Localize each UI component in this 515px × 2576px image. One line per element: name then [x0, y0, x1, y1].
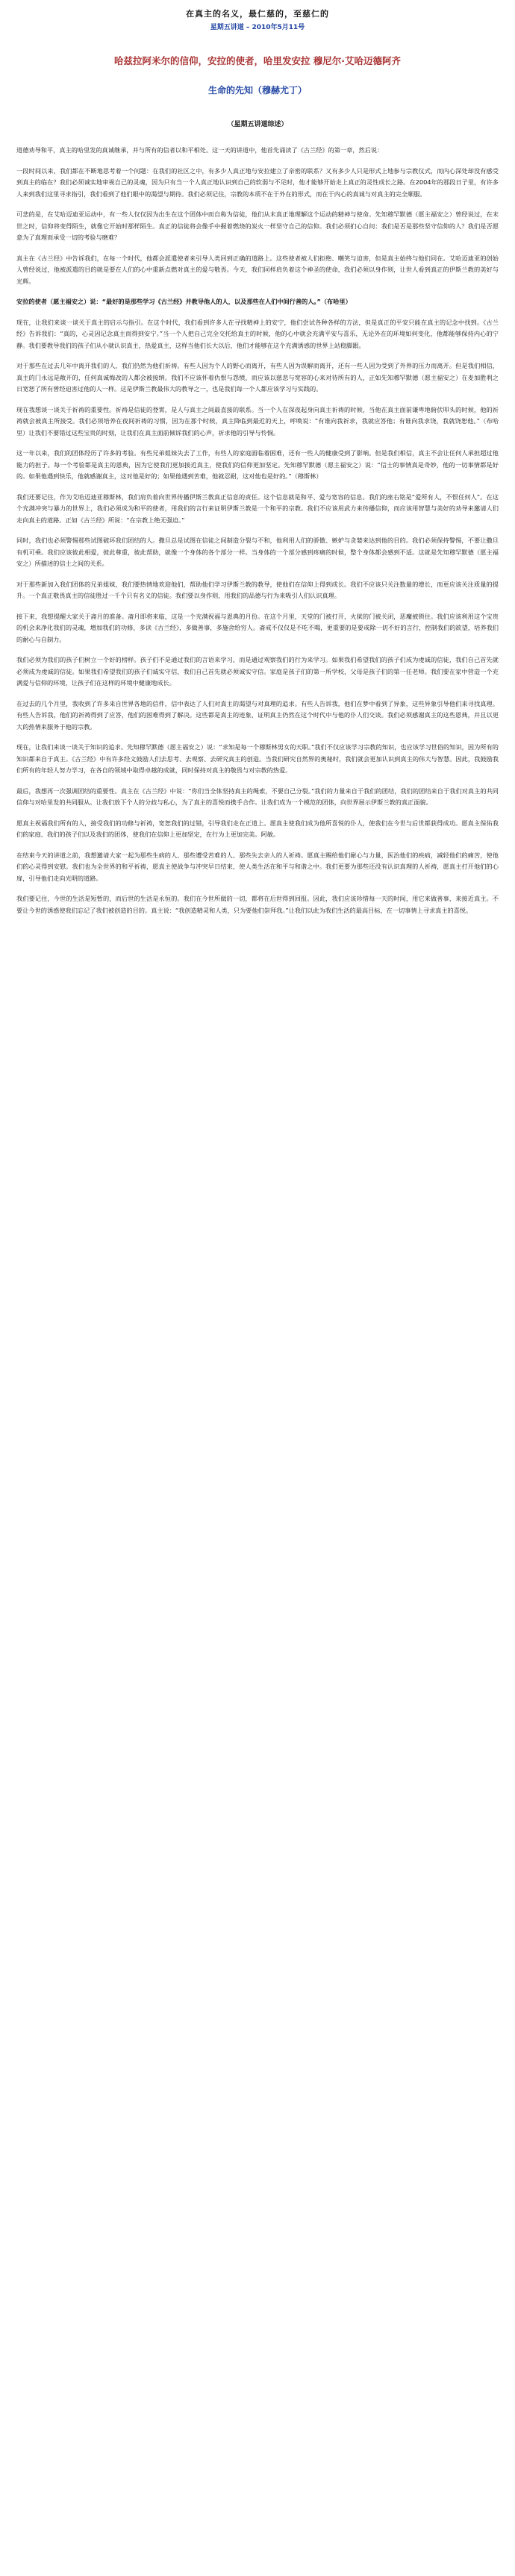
basmala-header: 在真主的名义，最仁慈的，至慈仁的	[186, 9, 329, 19]
paragraph: 同时，我们也必须警惕那些试图破坏我们团结的人。撒旦总是试图在信徒之间制造分裂与不和，他利用人们的骄傲、嫉妒与贪婪来达到他的目的。我们必须保持警惕，不要让撒旦有机可乘。我们应该彼此相爱，彼此尊重，彼此帮助，就像一个身体的各个部分一样。当身体的一个部分感到疼痛的时候，整个身体都会感到不适。这就是先知穆罕默德（愿主福安之）所描述的信士之间的关系。	[16, 537, 499, 567]
paragraph: 这一年以来，我们的团体经历了许多的考验。有些兄弟姐妹失去了工作，有些人的家庭面临着困难，还有一些人的健康受到了影响。但是我们相信，真主不会让任何人承担超过他能力的担子。每一个考验都是真主的恩典，因为它使我们更加接近真主，使我们的信仰更加坚定。先知穆罕默德（愿主福安之）说：“信士的事情真是奇妙，他的一切事情都是好的。如果他遇到快乐，他就感谢真主，这对他是好的；如果他遇到苦难，他就忍耐，这对他也是好的。”（穆斯林）	[16, 449, 499, 480]
paragraph: 对于那些在过去几年中离开我们的人，我们仍然为他们祈祷。有些人因为个人的野心而离开，有些人因为误解而离开，还有一些人因为受到了外界的压力而离开。但是我们相信，真主的门永远是敞开的，任何真诚悔改的人都会被接纳。我们不应该怀着仇恨与怨愤，而应该以慈悲与宽容的心来对待所有的人，正如先知穆罕默德（愿主福安之）在麦加胜利之日宽恕了所有曾经迫害过他的人一样。这是伊斯兰教最伟大的教导之一，也是我们每一个人都应该学习与实践的。	[16, 362, 499, 393]
paragraph: 道德劝导和平，真主的哈里发的真诚继承，并与所有的信者以和平相处。这一天的讲道中，他首先诵读了《古兰经》的第一章，然后说：	[16, 146, 384, 154]
paragraph: 现在，让我们来谈一谈关于知识的追求。先知穆罕默德（愿主福安之）说：“求知是每一个穆斯林男女的天职。”我们不仅应该学习宗教的知识，也应该学习世俗的知识，因为所有的知识都来自于真主。《古兰经》中有许多经文鼓励人们去思考、去观察、去研究真主的创造。当我们研究自然界的奥秘时，我们就会更加认识到真主的伟大与智慧。因此，我鼓励我们所有的年轻人努力学习，在各自的领域中取得卓越的成就，同时保持对真主的敬畏与对宗教的热爱。	[16, 743, 499, 774]
paragraph: 在结束今天的讲道之前，我想邀请大家一起为那些生病的人、那些遭受苦难的人、那些失去亲人的人祈祷。愿真主赐给他们耐心与力量，医治他们的疾病，减轻他们的痛苦，使他们的心灵得到安慰。我们也为全世界的和平祈祷，愿真主使战争与冲突早日结束，使人类生活在和平与和谐之中。我们更要为那些还没有认识真理的人祈祷，愿真主打开他们的心扉，引导他们走向光明的道路。	[16, 851, 499, 882]
paragraph: 现在我想谈一谈关于祈祷的重要性。祈祷是信徒的登霄，是人与真主之间最直接的联系。当一个人在深夜起身向真主祈祷的时候，当他在真主面前谦卑地俯伏叩头的时候，他的祈祷就会被真主所接受。我们必须培养在夜间祈祷的习惯，因为在那个时候，真主降临到最近的天上，呼唤说：“有谁向我祈求，我就应答他；有谁向我求饶，我就饶恕他。”（布哈里）让我们不要错过这些宝贵的时刻，让我们在真主面前倾诉我们的心声，祈求他的引导与怜悯。	[16, 405, 499, 437]
page-subtitle: 生命的先知（穆赫尤丁）	[207, 85, 307, 96]
paragraph: 在过去的几个月里，我收到了许多来自世界各地的信件，信中表达了人们对真主的渴望与对真理的追求。有些人告诉我，他们在梦中看到了异象，这些异象引导他们来寻找真理。有些人告诉我，他们的祈祷得到了应答，他们的困难得到了解决。这些都是真主的迹象，证明真主仍然在这个时代中与他的仆人们交谈。我们必须感谢真主的这些恩典，并且以更大的热情来服务于他的宗教。	[16, 699, 499, 731]
sermon-page	[0, 0, 515, 940]
paragraph: 我们要记住，今世的生活是短暂的，而后世的生活是永恒的。我们在今世所做的一切，都将在后世得到回报。因此，我们应该珍惜每一天的时间，用它来做善事，来接近真主。不要让今世的诱惑使我们忘记了我们被创造的目的。真主说：“我创造精灵和人类，只为要他们崇拜我。”让我们以此为我们生活的最高目标，在一切事情上寻求真主的喜悦。	[16, 895, 499, 914]
paragraph: 我们还要记住，作为艾哈迈迪亚穆斯林，我们肩负着向世界传播伊斯兰教真正信息的责任。这个信息就是和平、爱与宽容的信息。我们的座右铭是“爱所有人，不恨任何人”。在这个充满冲突与暴力的世界上，我们必须成为和平的使者，用我们的言行来证明伊斯兰教是一个和平的宗教。我们不应该用武力来传播信仰，而应该用智慧与美好的劝导来邀请人们走向真主的道路。正如《古兰经》所说：“在宗教上绝无强迫。”	[16, 493, 499, 524]
paragraph: 可悲的是，在艾哈迈迪亚运动中，有一些人仅仅因为出生在这个团体中而自称为信徒，他们从未真正地理解这个运动的精神与使命。先知穆罕默德（愿主福安之）曾经说过，在末世之时，信仰将变得陌生，就像它开始时那样陌生。真正的信徒将会像手中握着燃烧的炭火一样坚守自己的信仰。我们必须扪心自问：我们是否是那些坚守信仰的人？我们是否愿意为了真理而承受一切的考验与磨难？	[16, 210, 499, 241]
paragraph: 接下来，我想提醒大家关于斋月的准备。斋月即将来临，这是一个充满祝福与恩典的月份。在这个月里，天堂的门被打开，火狱的门被关闭，恶魔被锁住。我们应该利用这个宝贵的机会来净化我们的灵魂，增加我们的功修，多读《古兰经》，多做善事，多施舍给穷人。斋戒不仅仅是不吃不喝，更重要的是要戒除一切不好的言行，控制我们的欲望，培养我们的耐心与自制力。	[16, 612, 499, 643]
paragraph: 一段时间以来，我们都在不断地思考着一个问题：在我们的社区之中，有多少人真正地与安拉建立了亲密的联系？又有多少人只是形式上地参与宗教仪式，而内心深处却没有感受到真主的临在？我们必须诚实地审视自己的灵魂，因为只有当一个人真正地认识到自己的软弱与不足时，他才能够开始走上真正的灵性成长之路。在2004年的那段日子里，有许多人来到我们这里寻求指引，我们看到了他们眼中的渴望与期待。我们必须记住，宗教的本质不在于外在的形式，而在于内心的真诚与对真主的完全顺服。	[16, 166, 499, 198]
paragraph: 最后，我想再一次强调团结的重要性。真主在《古兰经》中说：“你们当全体坚持真主的绳索，不要自己分裂。”我们的力量来自于我们的团结，我们的团结来自于我们对真主的共同信仰与对哈里发的共同服从。让我们放下个人的分歧与私心，为了真主的喜悦而携手合作。让我们成为一个模范的团体，向世界展示伊斯兰教的真正面貌。	[16, 787, 499, 806]
paragraph: 现在，让我们来谈一谈关于真主的启示与指引。在这个时代，我们看到许多人在寻找精神上的安宁，他们尝试各种各样的方法，但是真正的平安只能在真主的记念中找到。《古兰经》告诉我们：“真的，心灵因记念真主而得到安宁。”当一个人把自己完全交托给真主的时候，他的心中就会充满平安与喜乐，无论外在的环境如何变化，他都能够保持内心的宁静。我们要教导我们的孩子们从小就认识真主，热爱真主，这样当他们长大以后，他们才能够在这个充满诱惑的世界上站稳脚跟。	[16, 318, 499, 349]
paragraph: 对于那些新加入我们团体的兄弟姐妹，我们要热情地欢迎他们，帮助他们学习伊斯兰教的教导，使他们在信仰上得到成长。我们不应该只关注数量的增长，而更应该关注质量的提升。一个真正敬畏真主的信徒胜过一千个只有名义的信徒。我们要以身作则，用我们的品德与行为来吸引人们认识真理。	[16, 580, 499, 599]
publication-info: 星期五讲道 – 2010年5月11号	[210, 24, 305, 31]
sermon-source-note: （星期五讲道综述）	[227, 121, 288, 128]
page-title: 哈兹拉阿米尔的信仰，安拉的使者，哈里发安拉 穆尼尔·艾哈迈德阿齐	[113, 55, 402, 66]
paragraph: 真主在《古兰经》中告诉我们，在每一个时代，他都会派遣使者来引导人类回到正确的道路上。这些使者被人们拒绝、嘲笑与迫害，但是真主始终与他们同在。艾哈迈迪亚的创始人曾经说过，他被派遣的目的就是要在人们的心中重新点燃对真主的爱与敬畏。今天，我们同样肩负着这个神圣的使命，我们必须以身作则，让世人看到真正的伊斯兰教的美好与光辉。	[16, 254, 499, 285]
paragraph: 我们必须为我们的孩子们树立一个好的榜样。孩子们不是通过我们的言语来学习，而是通过观察我们的行为来学习。如果我们希望我们的孩子们成为虔诚的信徒，我们自己首先就必须成为虔诚的信徒。如果我们希望我们的孩子们诚实守信，我们自己首先就必须诚实守信。家庭是孩子们的第一所学校，父母是孩子们的第一任老师。我们要在家中营造一个充满爱与信仰的环境，让孩子们在这样的环境中健康地成长。	[16, 656, 499, 687]
paragraph: 愿真主祝福我们所有的人，接受我们的功修与祈祷，宽恕我们的过错，引导我们走在正道上。愿真主使我们成为他所喜悦的仆人，使我们在今世与后世都获得成功。愿真主保佑我们的家庭、我们的孩子们以及我们的团体，使我们在信仰上更加坚定，在行为上更加完美。阿敏。	[16, 819, 499, 838]
sermon-body	[16, 145, 499, 916]
hadith-quote: 安拉的使者（愿主福安之）说：“最好的是那些学习《古兰经》并教导他人的人，以及那些在人们中间行善的人。”（布哈里）	[16, 298, 352, 305]
